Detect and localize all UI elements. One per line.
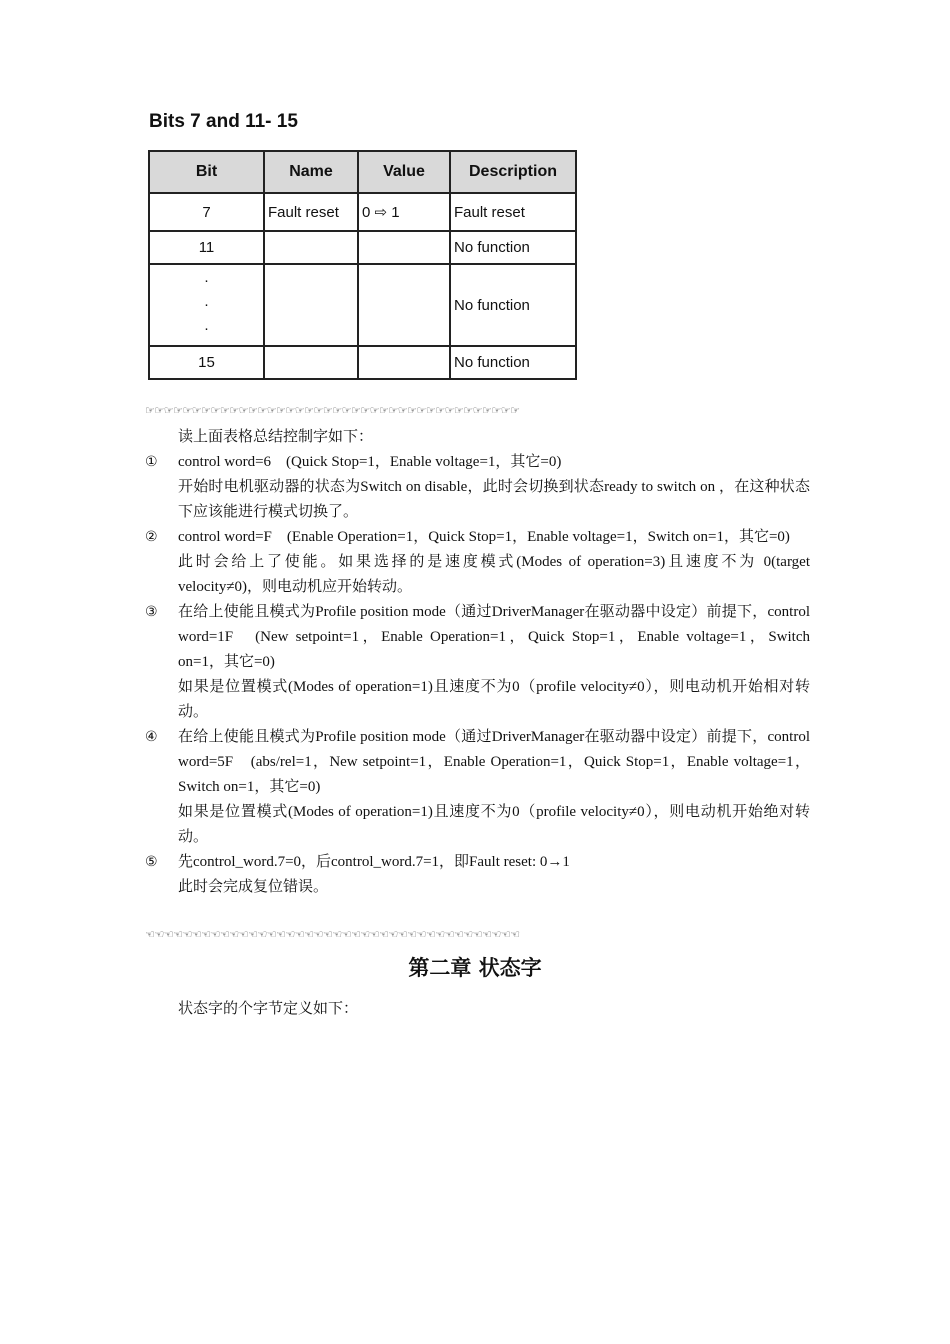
- cell-name: [264, 264, 358, 346]
- summary-item-2: [145, 525, 810, 600]
- item-number: ①: [145, 454, 158, 470]
- item-number: ④: [145, 729, 158, 745]
- table-row: [149, 264, 576, 346]
- cell-description: No function: [450, 346, 576, 379]
- cell-name: [264, 231, 358, 264]
- item-line: 在给上使能且模式为Profile position mode（通过DriverManager在驱动器中设定）前提下，control word=1F (New setpoint=1，Enable Operation=1，Quick Stop=1，Enable voltage=1，Switch on=1，其它=0): [178, 604, 810, 670]
- cell-value: 0 ⇨ 1: [358, 193, 450, 231]
- summary-item-5: [145, 850, 810, 900]
- dot: ·: [204, 272, 209, 289]
- cell-bit-dots: [149, 264, 264, 346]
- item-number: ②: [145, 529, 158, 545]
- table-header-row: [149, 151, 576, 193]
- item-line: 此时会完成复位错误。: [178, 879, 329, 895]
- item-line: 开始时电机驱动器的状态为Switch on disable，此时会切换到状态ready to switch on ，在这种状态下应该能进行模式切换了。: [178, 479, 810, 520]
- header-bit: Bit: [149, 151, 264, 193]
- table-row: [149, 193, 576, 231]
- cell-description: No function: [450, 231, 576, 264]
- item-line: 如果是位置模式(Modes of operation=1)且速度不为0（profile velocity≠0），则电动机开始绝对转动。: [178, 804, 810, 845]
- cell-name: Fault reset: [264, 193, 358, 231]
- cell-description: Fault reset: [450, 193, 576, 231]
- item-number: ⑤: [145, 854, 158, 870]
- item-line: 在给上使能且模式为Profile position mode（通过DriverManager在驱动器中设定）前提下，control word=5F (abs/rel=1，New setpoint=1，Enable Operation=1，Quick Stop=1，Enable voltage=1，Switch on=1，其它=0): [178, 729, 810, 795]
- cell-bit: 15: [149, 346, 264, 379]
- dot: ·: [204, 296, 209, 313]
- item-line: 此时会给上了使能。如果选择的是速度模式(Modes of operation=3)且速度不为 0(target velocity≠0)，则电动机应开始转动。: [178, 554, 810, 595]
- table-row: [149, 346, 576, 379]
- chapter-title: 第二章 状态字: [408, 956, 542, 980]
- bits-table: [148, 150, 577, 380]
- item-line: 如果是位置模式(Modes of operation=1)且速度不为0（profile velocity≠0），则电动机开始相对转动。: [178, 679, 810, 720]
- cell-bit: 7: [149, 193, 264, 231]
- chapter-intro: 状态字的个字节定义如下：: [178, 1001, 359, 1017]
- item-line: control word=F (Enable Operation=1，Quick Stop=1，Enable voltage=1，Switch on=1，其它=0): [178, 529, 790, 545]
- cell-value: [358, 346, 450, 379]
- cell-name: [264, 346, 358, 379]
- cell-value: [358, 264, 450, 346]
- summary-item-4: [145, 725, 810, 850]
- cell-bit: 11: [149, 231, 264, 264]
- cell-value: [358, 231, 450, 264]
- summary-item-1: [145, 450, 810, 525]
- header-name: Name: [264, 151, 358, 193]
- section-title: Bits 7 and 11- 15: [149, 111, 298, 132]
- chapter-intro-block: [145, 997, 810, 1022]
- header-description: Description: [450, 151, 576, 193]
- control-word-summary: [145, 425, 810, 900]
- cell-description: No function: [450, 264, 576, 346]
- summary-intro: 读上面表格总结控制字如下：: [178, 429, 374, 445]
- table-row: [149, 231, 576, 264]
- item-line: control word=6 (Quick Stop=1，Enable voltage=1，其它=0): [178, 454, 562, 470]
- hand-left-divider: ☜☜☜☜☜☜☜☜☜☜☜☜☜☜☜☜☜☜☜☜☜☜☜☜☜☜☜☜☜☜☜☜☜☜☜☜☜☜☜☜: [145, 928, 520, 941]
- dot: ·: [204, 320, 209, 337]
- item-number: ③: [145, 604, 158, 620]
- header-value: Value: [358, 151, 450, 193]
- item-line: 先control_word.7=0，后control_word.7=1，即Fault reset: 0→1: [178, 854, 570, 870]
- hand-right-divider: ☞☞☞☞☞☞☞☞☞☞☞☞☞☞☞☞☞☞☞☞☞☞☞☞☞☞☞☞☞☞☞☞☞☞☞☞☞☞☞☞: [145, 404, 520, 417]
- summary-item-3: [145, 600, 810, 725]
